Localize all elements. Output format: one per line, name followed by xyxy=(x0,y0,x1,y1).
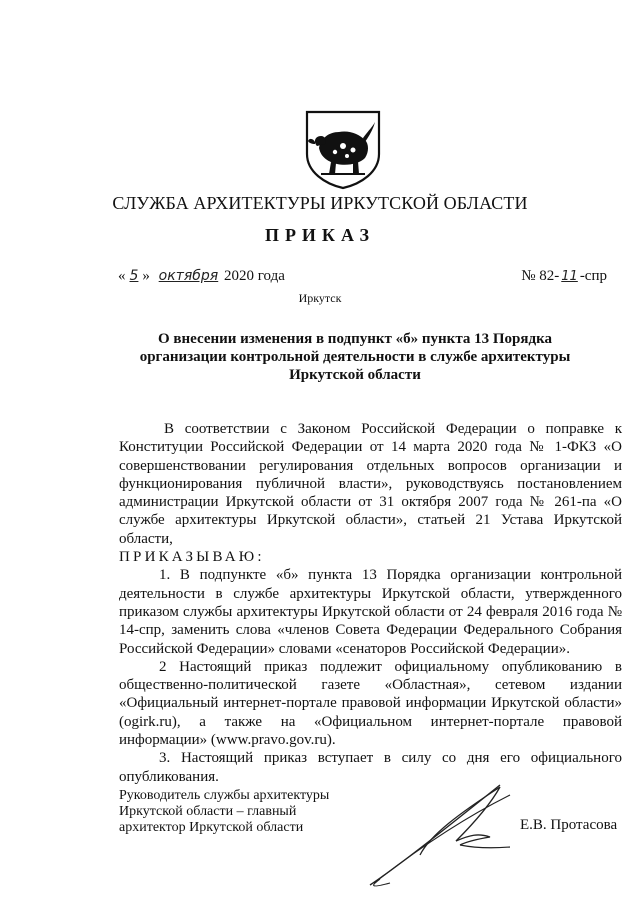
signatory-title xyxy=(119,788,329,836)
order-item-2: 2 Настоящий приказ подлежит официальному опубликованию в общественно-политической газете «Областная», сетевом издании «Официальный интернет-портале правовой информации Иркутской области» (ogirk.ru), а также на «Официальном интернет-портале правовой информации» (www.pravo.gov.ru). xyxy=(119,658,622,749)
handwritten-signature xyxy=(360,775,520,895)
document-subject xyxy=(120,330,590,384)
subject-line: Иркутской области xyxy=(289,367,421,383)
coat-of-arms-icon xyxy=(303,108,383,190)
date-year: 2020 года xyxy=(223,268,285,284)
signatory-line: Руководитель службы архитектуры xyxy=(119,788,330,803)
signatory-line: Иркутской области – главный xyxy=(119,804,297,819)
signatory-line: архитектор Иркутской области xyxy=(119,820,304,835)
preamble-paragraph: В соответствии с Законом Российской Федерации о поправке к Конституции Российской Федерации от 14 марта 2020 года № 1-ФКЗ «О совершенствовании регулирования отдельных вопросов организации и функционирования публичной власти», руководствуясь постановлением администрации Иркутской области от 31 октября 2007 года № 261-па «О службе архитектуры Иркутской области», статьей 21 Устава Иркутской области, xyxy=(119,421,622,547)
signatory-name: Е.В. Протасова xyxy=(520,817,618,833)
date-quote-open: « xyxy=(118,268,126,284)
subject-line: организации контрольной деятельности в службе архитектуры xyxy=(139,349,571,365)
document-date xyxy=(118,268,285,285)
order-item-3: 3. Настоящий приказ вступает в силу со дня его официального опубликования. xyxy=(119,750,622,785)
document-type: ПРИКАЗ xyxy=(264,225,376,245)
order-item-1: 1. В подпункте «б» пункта 13 Порядка организации контрольной деятельности в службе архитектуры Иркутской области, утвержденного приказом службы архитектуры Иркутской области от 24 февраля 2016 года № 14-спр, заменить слова «членов Совета Федерации Федерального Собрания Российской Федерации» словами «сенаторов Российской Федерации». xyxy=(119,567,622,657)
document-body xyxy=(119,420,622,786)
date-day: 5 xyxy=(129,268,139,284)
date-month: октября xyxy=(158,268,219,284)
date-quote-close: » xyxy=(142,268,150,284)
organization-title: СЛУЖБА АРХИТЕКТУРЫ ИРКУТСКОЙ ОБЛАСТИ xyxy=(112,193,528,213)
subject-line: О внесении изменения в подпункт «б» пункта 13 Порядка xyxy=(157,331,552,347)
orders-heading: ПРИКАЗЫВАЮ: xyxy=(119,549,265,566)
number-suffix: -спр xyxy=(579,268,607,284)
document-number xyxy=(521,268,607,285)
document-city: Иркутск xyxy=(298,291,342,305)
number-handwritten: 11 xyxy=(561,269,578,284)
number-prefix: № 82- xyxy=(521,268,560,284)
